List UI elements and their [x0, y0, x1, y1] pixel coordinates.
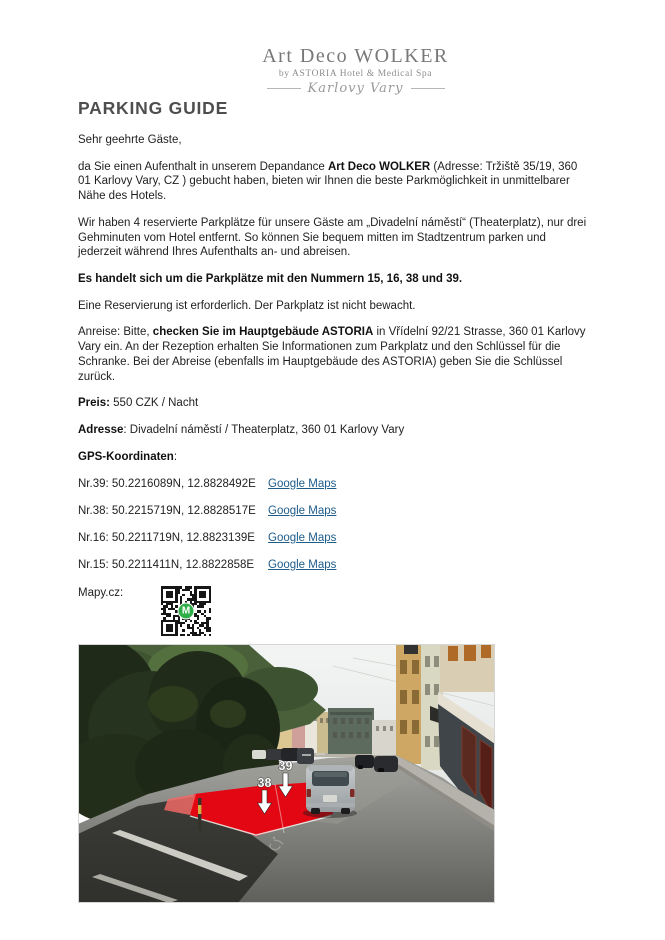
gps-heading-colon: :	[173, 450, 178, 463]
mapy-logo-badge: M	[178, 603, 195, 620]
intro-paragraph	[78, 160, 589, 204]
greeting-text: Sehr geehrte Gäste,	[78, 134, 182, 146]
intro-text-2: (Adresse: Tržiště 35/19, 360 01 Karlovy Vary, CZ ) gebucht haben, bieten wir Ihnen die beste Parkmöglichkeit in unmittelbarer Nähe des Hotels.	[78, 160, 578, 203]
gps-row	[78, 504, 589, 519]
hotel-logo-city	[236, 81, 476, 96]
google-maps-link-39[interactable]: Google Maps	[268, 477, 337, 490]
arrival-text-bold: checken Sie im Hauptgebäude ASTORIA	[152, 326, 374, 339]
parking-street-photo	[78, 644, 495, 903]
price-label: Preis:	[78, 397, 110, 410]
document-header	[78, 45, 589, 119]
hotel-logo-city-text: Karlovy Vary	[307, 81, 404, 96]
intro-text-bold: Art Deco WOLKER	[328, 160, 431, 173]
gps-row	[78, 558, 589, 573]
hotel-logo-subtitle: by ASTORIA Hotel & Medical Spa	[278, 69, 433, 79]
intro-text-1: da Sie einen Aufenthalt in unserem Depandance	[78, 160, 328, 173]
hotel-logo	[236, 45, 476, 96]
gps-heading-label: GPS-Koordinaten	[78, 450, 174, 463]
marker-39-label: 39	[278, 759, 293, 774]
google-maps-link-16[interactable]: Google Maps	[268, 531, 337, 544]
qr-code	[160, 585, 212, 637]
price-line	[78, 396, 589, 411]
gps-coordinates-16: Nr.16: 50.2211719N, 12.8823139E	[78, 531, 255, 544]
mapy-row	[78, 585, 589, 637]
gps-row	[78, 531, 589, 546]
marker-38-label: 38	[257, 776, 272, 791]
address-label: Adresse	[78, 424, 124, 437]
mapy-label: Mapy.cz:	[78, 587, 124, 600]
gps-heading	[78, 450, 589, 465]
silver-van	[303, 765, 357, 818]
arrival-paragraph	[78, 325, 589, 384]
gps-coordinates-39: Nr.39: 50.2216089N, 12.8828492E	[78, 477, 256, 490]
numbers-paragraph: Es handelt sich um die Parkplätze mit den Nummern 15, 16, 38 und 39.	[78, 273, 463, 286]
logo-rule-right-icon	[411, 88, 445, 89]
bollard	[198, 798, 201, 831]
gps-row	[78, 477, 589, 492]
price-value: 550 CZK / Nacht	[109, 397, 199, 410]
google-maps-link-38[interactable]: Google Maps	[268, 504, 337, 517]
google-maps-link-15[interactable]: Google Maps	[268, 559, 337, 572]
spots-paragraph: Wir haben 4 reservierte Parkplätze für unsere Gäste am „Divadelní náměstí“ (Theaterplatz), nur drei Gehminuten vom Hotel entfernt. So können Sie bequem mitten im Stadtzentrum parken und jederzeit während Ihres Aufenthalts an- und abreisen.	[78, 216, 587, 259]
street-view-illustration	[78, 644, 495, 903]
logo-rule-left-icon	[267, 88, 301, 89]
reservation-paragraph: Eine Reservierung ist erforderlich. Der Parkplatz ist nicht bewacht.	[78, 299, 416, 312]
page-title: PARKING GUIDE	[78, 98, 229, 118]
gps-coordinates-38: Nr.38: 50.2215719N, 12.8828517E	[78, 504, 256, 517]
document-body	[78, 133, 589, 903]
gps-coordinates-15: Nr.15: 50.2211411N, 12.8822858E	[78, 559, 255, 572]
hotel-logo-name: Art Deco WOLKER	[262, 45, 449, 67]
address-line	[78, 423, 589, 438]
arrival-text-2: in Vřídelní 92/21 Strasse, 360 01 Karlovy Vary ein. An der Rezeption erhalten Sie Informationen zum Parkplatz und den Schlüssel für die Schranke. Bei der Abreise (ebenfalls im Hauptgebäude des ASTORIA) geben Sie die Schlüssel zurück.	[78, 326, 586, 383]
address-value: : Divadelní náměstí / Theaterplatz, 360 01 Karlovy Vary	[123, 424, 405, 437]
arrival-text-1: Anreise: Bitte,	[78, 326, 153, 339]
